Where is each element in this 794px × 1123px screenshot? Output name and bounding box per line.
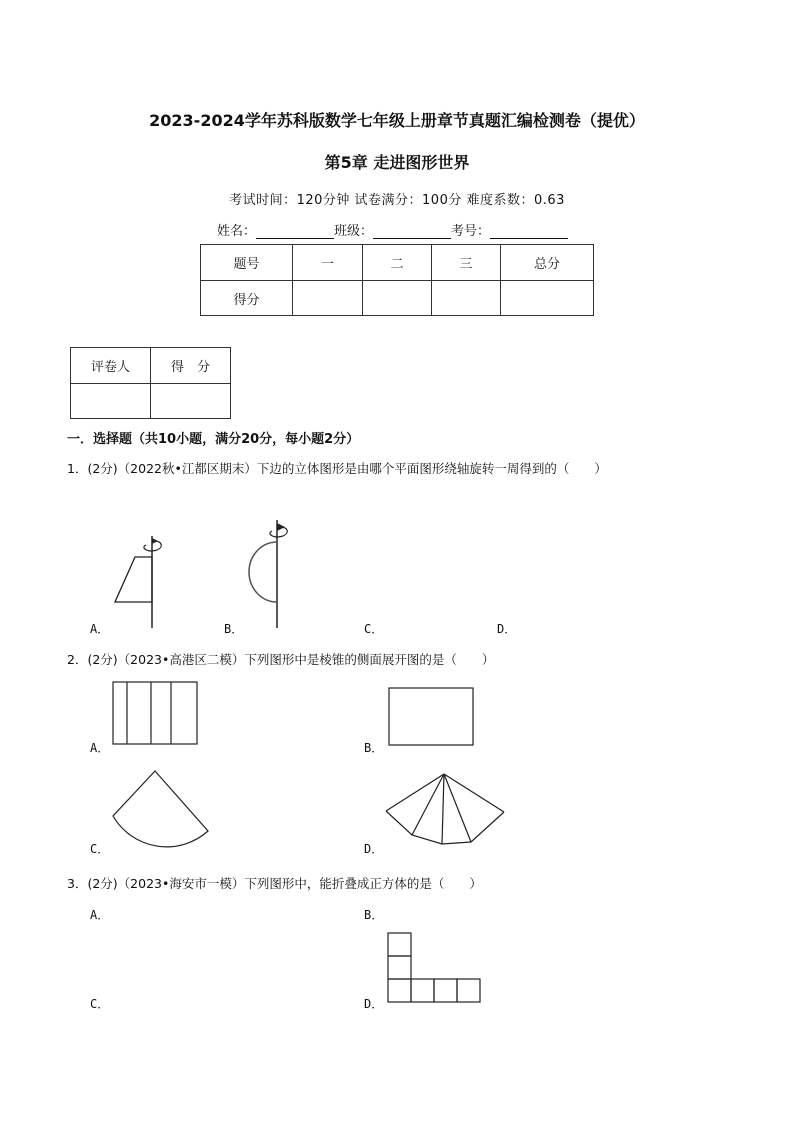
q2-option-c[interactable]: C． <box>90 842 110 856</box>
q2-figure-d[interactable] <box>386 774 504 844</box>
exam-title: 2023-2024学年苏科版数学七年级上册章节真题汇编检测卷（提优） <box>149 111 645 130</box>
class-label: 班级： <box>334 224 374 239</box>
q1-option-d[interactable]: D． <box>497 622 517 636</box>
q2-figure-a[interactable] <box>113 682 197 744</box>
chapter-title: 第5章 走进图形世界 <box>324 153 470 172</box>
q2-option-d[interactable]: D． <box>364 842 384 856</box>
score-header: 得 分 <box>151 348 231 384</box>
q2-option-a[interactable]: A． <box>90 741 110 755</box>
exam-no-label: 考号： <box>451 224 491 239</box>
exam-info: 考试时间：120分钟 试卷满分：100分 难度系数：0.63 <box>229 193 565 208</box>
name-label: 姓名： <box>217 224 257 239</box>
q2-figure-c[interactable] <box>113 771 208 847</box>
score-header-total: 总分 <box>501 245 594 281</box>
grader-header: 评卷人 <box>71 348 151 384</box>
score-header-2: 二 <box>363 245 432 281</box>
question-3-text: 3．(2分)（2023•海安市一模）下列图形中，能折叠成正方体的是（ ） <box>67 876 482 891</box>
score-header-qno: 题号 <box>201 245 293 281</box>
score-row-label: 得分 <box>201 281 293 316</box>
q3-figure-d[interactable] <box>388 933 480 1002</box>
score-header-1: 一 <box>293 245 363 281</box>
q1-option-a[interactable]: A． <box>90 622 110 636</box>
q1-option-b[interactable]: B． <box>224 622 244 636</box>
q2-option-b[interactable]: B． <box>364 741 384 755</box>
q3-option-a[interactable]: A． <box>90 908 110 922</box>
q1-option-c[interactable]: C． <box>364 622 384 636</box>
q3-option-c[interactable]: C． <box>90 997 110 1011</box>
question-1-text: 1．(2分)（2022秋•江都区期末）下边的立体图形是由哪个平面图形绕轴旋转一周得到的（ ） <box>67 461 607 476</box>
score-header-3: 三 <box>432 245 501 281</box>
question-2-text: 2．(2分)（2023•高港区二模）下列图形中是棱锥的侧面展开图的是（ ） <box>67 652 495 667</box>
q3-option-b[interactable]: B． <box>364 908 384 922</box>
q1-figure-a[interactable] <box>115 536 161 628</box>
q2-figure-b[interactable] <box>389 688 473 745</box>
section-title: 一．选择题（共10小题，满分20分，每小题2分） <box>67 432 360 447</box>
q1-figure-b[interactable] <box>249 520 287 628</box>
q3-option-d[interactable]: D． <box>364 997 384 1011</box>
